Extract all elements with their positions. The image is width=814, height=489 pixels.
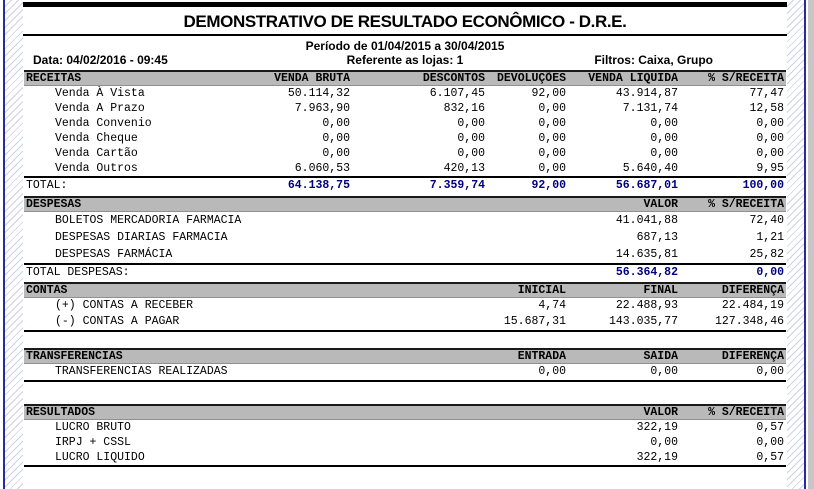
column-header: DIFERENÇA: [680, 349, 786, 364]
column-header: VALOR: [568, 197, 680, 212]
cell-value: 0,00: [538, 365, 566, 378]
section-title: RECEITAS: [24, 71, 204, 86]
section-header-bar: [24, 283, 786, 298]
cell-value: 0,00: [457, 117, 485, 130]
cell-value: 420,13: [443, 162, 485, 175]
total-label: TOTAL:: [24, 177, 204, 193]
cell-value: 6.060,53: [294, 162, 350, 175]
cell-value: 0,00: [756, 117, 784, 130]
total-value: 56.364,82: [568, 264, 680, 280]
cell-value: 22.484,19: [721, 299, 784, 312]
column-header: DESCONTOS: [352, 71, 487, 86]
table-row: [24, 212, 786, 230]
row-label: (+) CONTAS A RECEBER: [55, 299, 194, 312]
title-divider: [23, 34, 787, 36]
row-label: TRANSFERENCIAS REALIZADAS: [55, 365, 228, 378]
column-header: FINAL: [568, 283, 680, 298]
cell-value: 127.348,46: [714, 315, 784, 328]
cell-value: 15.687,31: [503, 315, 566, 328]
cell-value: 0,00: [650, 436, 678, 449]
total-row: [24, 264, 786, 280]
column-header: DIFERENÇA: [680, 283, 786, 298]
column-header: % S/RECEITA: [680, 405, 786, 420]
cell-value: 92,00: [531, 87, 566, 100]
column-header: ENTRADA: [487, 349, 568, 364]
row-label: Venda A Prazo: [55, 102, 145, 115]
total-label: TOTAL DESPESAS:: [24, 264, 568, 280]
column-header: % S/RECEITA: [680, 71, 786, 86]
column-header: INICIAL: [487, 283, 568, 298]
cell-value: 7.963,90: [294, 102, 350, 115]
cell-value: 0,00: [322, 147, 350, 160]
total-row: [24, 177, 786, 193]
total-value: 0,00: [680, 264, 786, 280]
table-row: [24, 364, 786, 382]
cell-value: 7.131,74: [622, 102, 678, 115]
cell-value: 322,19: [636, 451, 678, 464]
column-header: % S/RECEITA: [680, 197, 786, 212]
report-title: DEMONSTRATIVO DE RESULTADO ECONÔMICO - D.R.E.: [183, 12, 627, 31]
cell-value: 5.640,40: [622, 162, 678, 175]
section-title: RESULTADOS: [24, 405, 568, 420]
cell-value: 0,00: [756, 365, 784, 378]
row-label: Venda Convenio: [55, 117, 152, 130]
row-label: (-) CONTAS A PAGAR: [55, 315, 180, 328]
cell-value: 0,00: [457, 147, 485, 160]
cell-value: 0,57: [756, 421, 784, 434]
column-header: SAIDA: [568, 349, 680, 364]
cell-value: 50.114,32: [287, 87, 350, 100]
total-value: 92,00: [487, 177, 568, 193]
cell-value: 0,00: [756, 436, 784, 449]
row-label: BOLETOS MERCADORIA FARMACIA: [55, 214, 242, 227]
row-label: LUCRO BRUTO: [55, 421, 131, 434]
row-label: Venda Outros: [55, 162, 138, 175]
table-row: [24, 298, 786, 315]
page-margin-hatch-right: [787, 0, 806, 489]
section-header-bar: [24, 71, 786, 86]
cell-value: 77,47: [749, 87, 784, 100]
cell-value: 9,95: [756, 162, 784, 175]
section-receitas: [24, 70, 786, 193]
cell-value: 1,21: [756, 231, 784, 244]
cell-value: 0,00: [650, 117, 678, 130]
cell-value: 72,40: [749, 214, 784, 227]
total-value: 56.687,01: [568, 177, 680, 193]
cell-value: 0,00: [650, 365, 678, 378]
cell-value: 0,00: [538, 162, 566, 175]
column-header: VENDA LIQUIDA: [568, 71, 680, 86]
section-contas: [24, 282, 786, 332]
cell-value: 687,13: [636, 231, 678, 244]
table-row: [24, 229, 786, 246]
total-value: 100,00: [680, 177, 786, 193]
cell-value: 0,00: [538, 117, 566, 130]
cell-value: 0,00: [650, 147, 678, 160]
table-row: [24, 161, 786, 177]
table-row: [24, 116, 786, 131]
total-value: 64.138,75: [204, 177, 352, 193]
table-row: [24, 131, 786, 146]
cell-value: 12,58: [749, 102, 784, 115]
column-header: VALOR: [568, 405, 680, 420]
table-row: [24, 435, 786, 450]
cell-value: 0,00: [538, 102, 566, 115]
cell-value: 143.035,77: [608, 315, 678, 328]
report-page: [23, 0, 787, 489]
cell-value: 0,00: [756, 132, 784, 145]
column-header: DEVOLUÇÕES: [487, 71, 568, 86]
section-title: CONTAS: [24, 283, 487, 298]
row-label: Venda Cheque: [55, 132, 138, 145]
table-row: [24, 420, 786, 436]
cell-value: 41.041,88: [615, 214, 678, 227]
cell-value: 43.914,87: [615, 87, 678, 100]
report-stores: Referente as lojas: 1: [346, 53, 464, 67]
table-row: [24, 101, 786, 116]
row-label: Venda Cartão: [55, 147, 138, 160]
page-margin-hatch-left: [3, 0, 23, 489]
cell-value: 25,82: [749, 248, 784, 261]
cell-value: 0,00: [457, 132, 485, 145]
cell-value: 0,00: [538, 147, 566, 160]
section-transferencias: [24, 348, 786, 382]
section-header-bar: [24, 349, 786, 364]
cell-value: 0,00: [650, 132, 678, 145]
window-edge-strip: [808, 0, 814, 489]
section-header-bar: [24, 405, 786, 420]
total-value: 7.359,74: [352, 177, 487, 193]
cell-value: 0,00: [322, 117, 350, 130]
section-title: DESPESAS: [24, 197, 568, 212]
section-despesas: [24, 196, 786, 280]
cell-value: 0,57: [756, 451, 784, 464]
row-label: DESPESAS FARMÁCIA: [55, 248, 173, 261]
cell-value: 322,19: [636, 421, 678, 434]
report-period: Período de 01/04/2015 a 30/04/2015: [305, 39, 505, 53]
cell-value: 6.107,45: [429, 87, 485, 100]
report-meta-row: [23, 53, 787, 69]
table-row: [24, 314, 786, 331]
cell-value: 22.488,93: [615, 299, 678, 312]
section-resultados: [24, 404, 786, 467]
row-label: Venda À Vista: [55, 87, 145, 100]
table-row: [24, 86, 786, 102]
row-label: DESPESAS DIARIAS FARMACIA: [55, 231, 228, 244]
report-top-rule: [23, 2, 787, 7]
table-row: [24, 246, 786, 264]
cell-value: 0,00: [322, 132, 350, 145]
cell-value: 4,74: [538, 299, 566, 312]
cell-value: 0,00: [756, 147, 784, 160]
column-header: VENDA BRUTA: [204, 71, 352, 86]
section-title: TRANSFERENCIAS: [24, 349, 487, 364]
row-label: LUCRO LIQUIDO: [55, 451, 145, 464]
table-row: [24, 146, 786, 161]
table-row: [24, 450, 786, 466]
cell-value: 832,16: [443, 102, 485, 115]
report-filters: Filtros: Caixa, Grupo: [594, 53, 713, 67]
section-header-bar: [24, 197, 786, 212]
cell-value: 0,00: [538, 132, 566, 145]
report-date: Data: 04/02/2016 - 09:45: [33, 53, 168, 67]
row-label: IRPJ + CSSL: [55, 436, 131, 449]
cell-value: 14.635,81: [615, 248, 678, 261]
